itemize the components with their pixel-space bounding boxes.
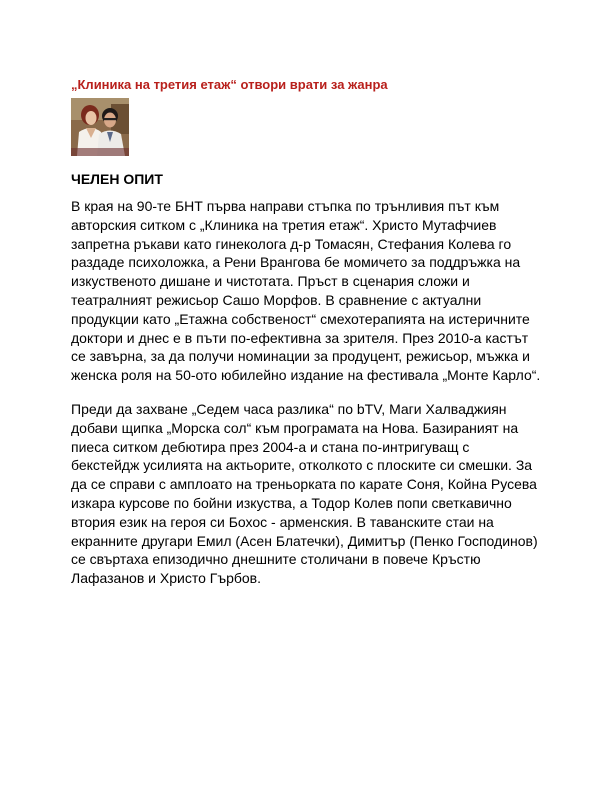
article-paragraph-2: Преди да захване „Седем часа разлика“ по bTV, Маги Халваджиян добави щипка „Морска сол“ към програмата на Нова. Базираният на пиеса ситком дебютира през 2004-а и стана по-интригуващ с бекстейдж усилията на актьорите, отколкото с плоските си смешки. За да се справи с амплоато на треньорката по карате Соня, Койна Русева изкара курсове по бойни изкуства, а Тодор Колев попи светкавично втория език на героя си Бохос - арменския. В таванските стаи на екранните другари Емил (Асен Блатечки), Димитър (Пенко Господинов) се свъртаха епизодично днешните столичани в повече Кръстю Лафазанов и Христо Гърбов. <box>71 400 538 587</box>
article <box>71 76 541 588</box>
article-photo <box>71 98 129 156</box>
article-headline: „Клиника на третия етаж“ отвори врати за жанра <box>71 77 388 92</box>
section-title: ЧЕЛЕН ОПИТ <box>71 171 163 187</box>
article-paragraph-1: В края на 90-те БНТ първа направи стъпка по трънливия път към авторския ситком с „Клиника на третия етаж“. Христо Мутафчиев запретна ръкави като гинеколога д-р Томасян, Стефания Колева го раздаде психоложка, а Рени Врангова бе момичето за поддръжка на изкуственото дишане и чистотата. Пръст в сценария сложи и театралният режисьор Сашо Морфов. В сравнение с актуални продукции като „Етажна собственост“ смехотерапията на истеричните доктори и днес е в пъти по-ефективна за зрителя. През 2010-а кастът се завърна, за да получи номинации за продуцент, режисьор, мъжка и женска роля на 50-ото юбилейно издание на фестивала „Монте Карло“. <box>71 198 541 384</box>
photo-image <box>71 98 129 156</box>
